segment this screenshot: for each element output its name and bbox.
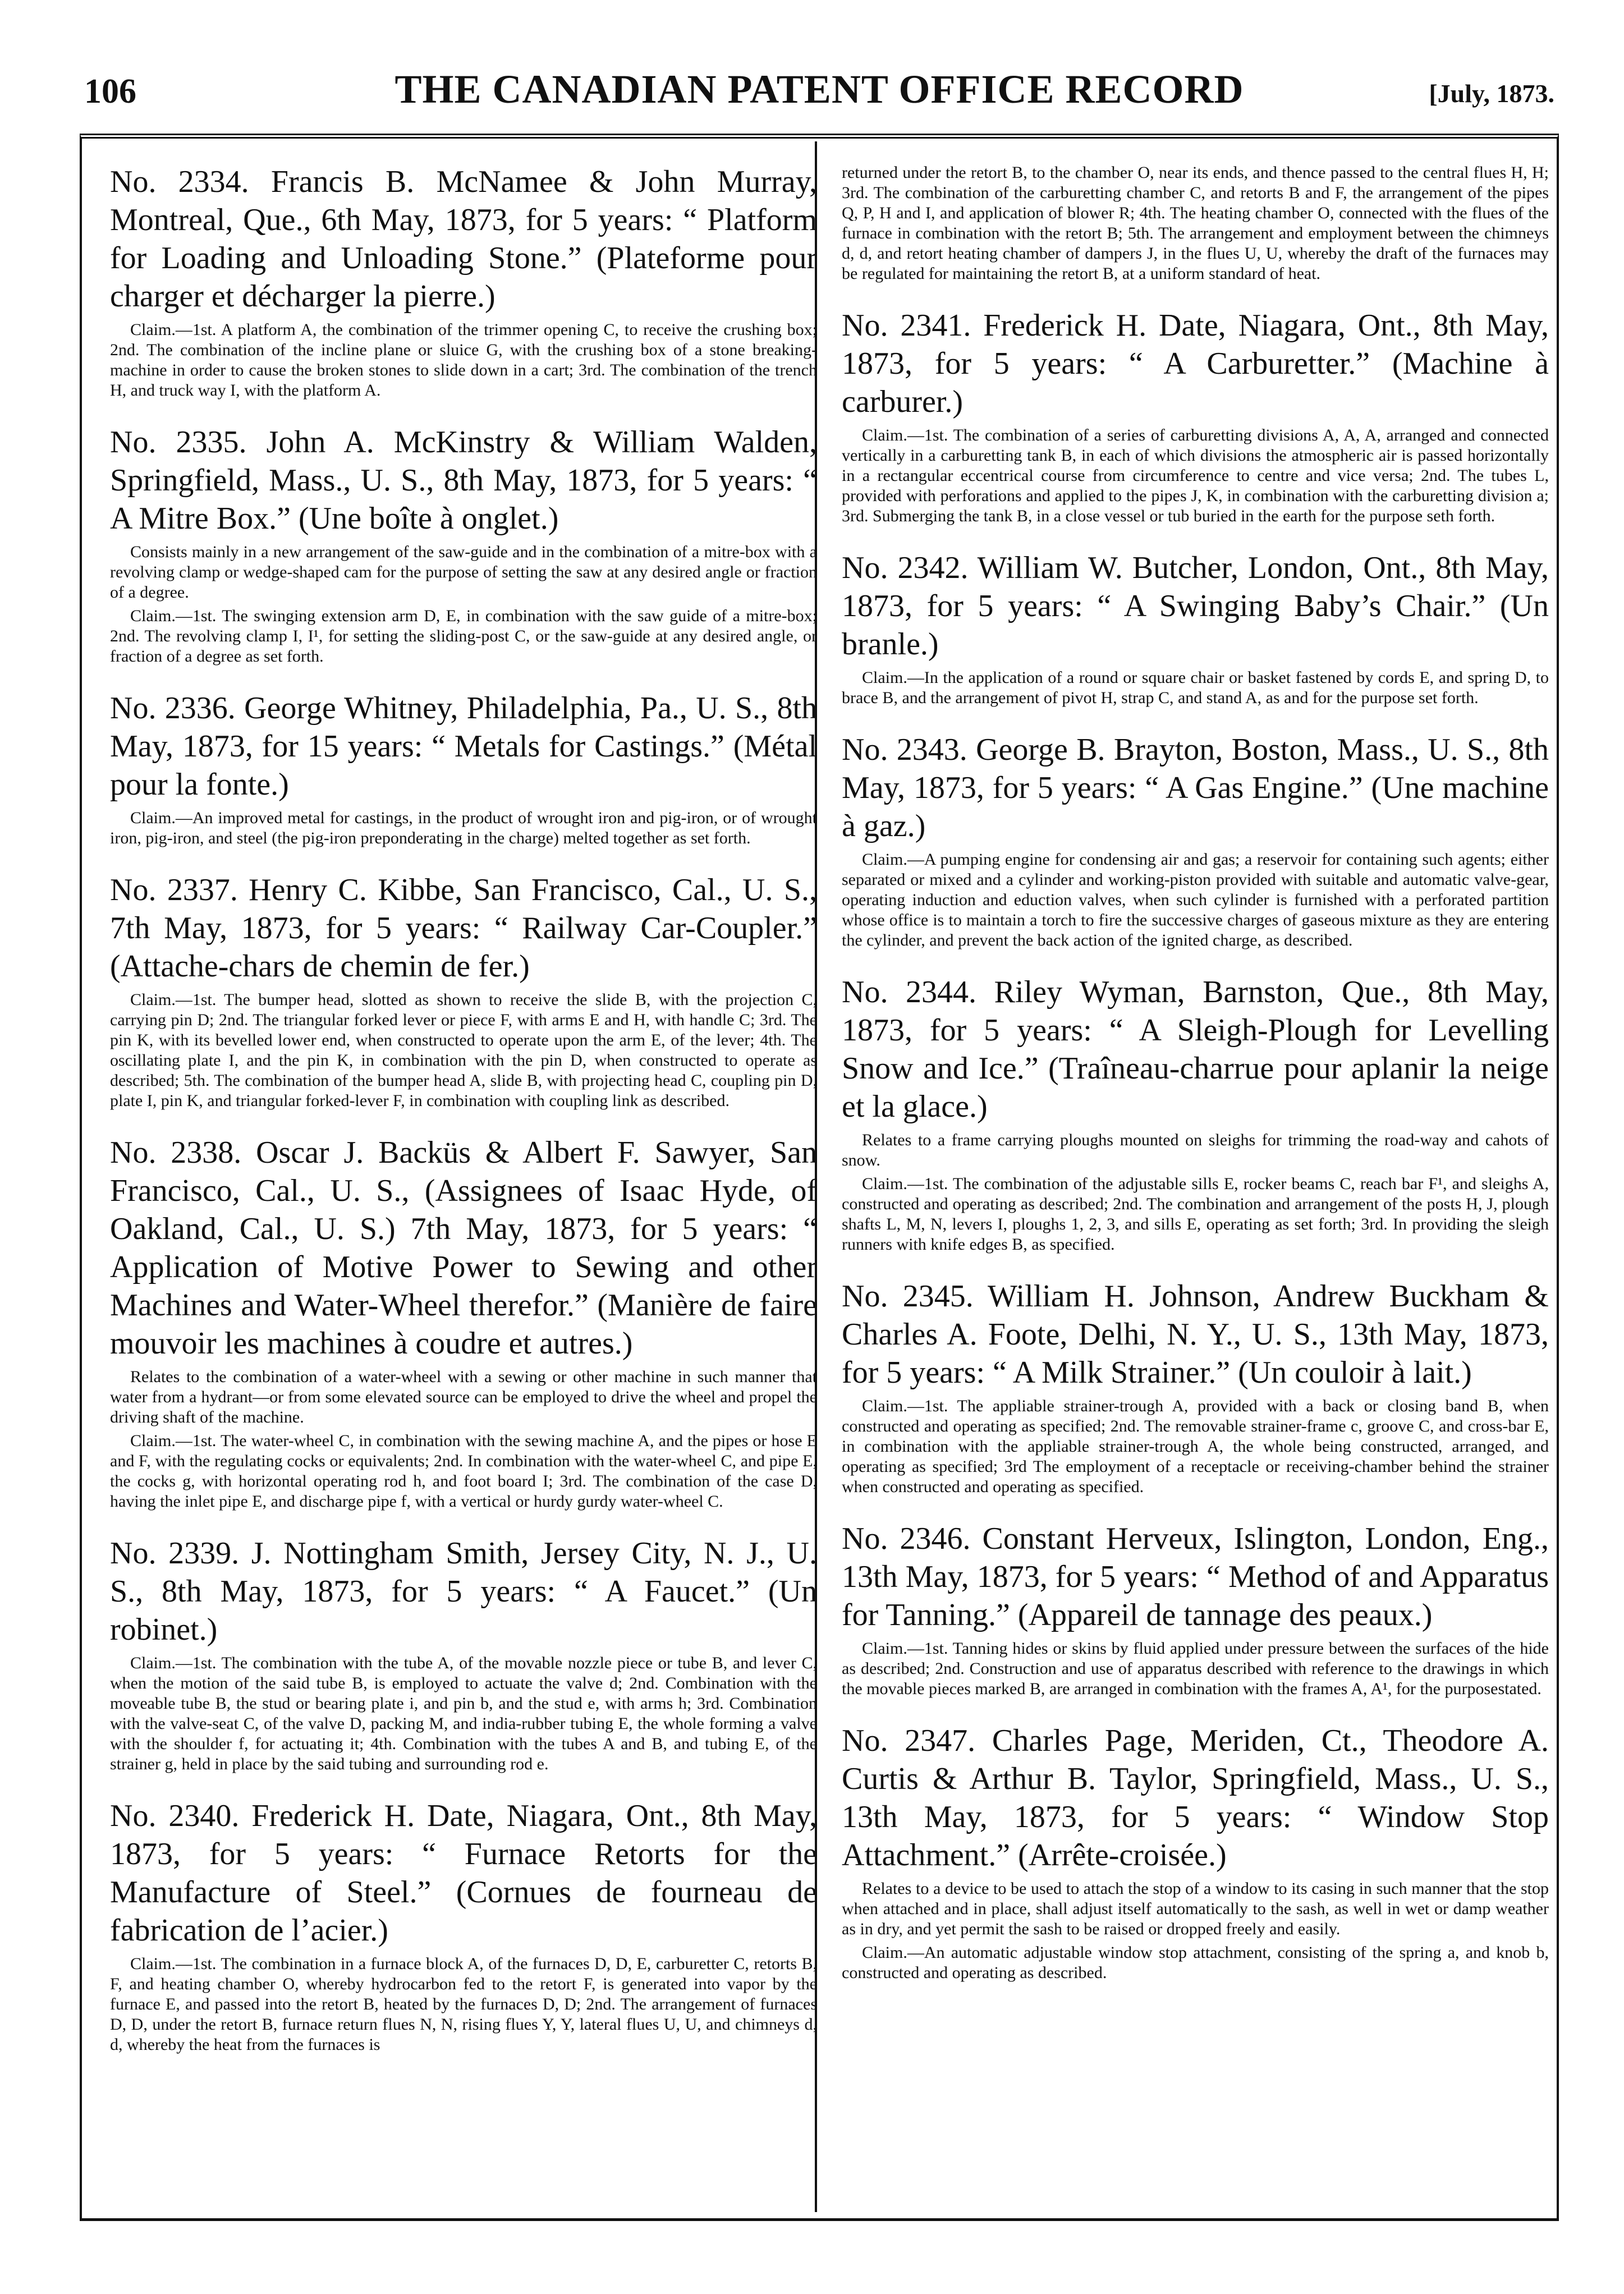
patent-claim-text: Claim.—1st. The combination of a series of carburetting divisions A, A, A, arranged and connected vertically in a carburetting tank B, in each of which divisions the atmospheric air is passed horizontally in a rectangular eccentrical course from circumference to centre and vice versa; 2nd. The tubes L, provided with perforations and applied to the pipes J, K, in combination with the carburetting division a; 3rd. Submerging the tank B, in a close vessel or tub buried in the earth for the purpose seth forth. <box>842 426 1549 525</box>
patent-entry <box>842 973 1549 1255</box>
patent-entry <box>842 731 1549 951</box>
patent-heading: No. 2341. Frederick H. Date, Niagara, Ont., 8th May, 1873, for 5 years: “ A Carburetter.” (Machine à carburer.) <box>842 308 1549 419</box>
patent-heading: No. 2340. Frederick H. Date, Niagara, Ont., 8th May, 1873, for 5 years: “ Furnace Retorts for the Manufacture of Steel.” (Cornues de fourneau de fabrication de l’acier.) <box>110 1799 817 1948</box>
patent-claim-text: Claim.—An improved metal for castings, in the product of wrought iron and pig-iron, or of wrought iron, pig-iron, and steel (the pig-iron preponderating in the charge) melted together as set forth. <box>110 809 817 847</box>
patent-claim-text: Claim.—1st. A platform A, the combination of the trimmer opening C, to receive the crushing box; 2nd. The combination of the incline plane or sluice G, with the crushing box of a stone breaking-machine in order to cause the broken stones to slide down in a cart; 3rd. The combination of the trench H, and truck way I, with the platform A. <box>110 320 817 400</box>
patent-entry <box>110 163 817 401</box>
patent-heading: No. 2345. William H. Johnson, Andrew Buckham & Charles A. Foote, Delhi, N. Y., U. S., 13th May, 1873, for 5 years: “ A Milk Strainer.” (Un couloir à lait.) <box>842 1279 1549 1390</box>
patent-entry <box>842 163 1549 284</box>
issue-date: [July, 1873. <box>1429 79 1554 108</box>
left-column <box>110 163 817 2077</box>
patent-claim-text: Consists mainly in a new arrangement of the saw-guide and in the combination of a mitre-box with a revolving clamp or wedge-shaped cam for the purpose of setting the saw at any desired angle or fraction of a degree. <box>110 543 817 602</box>
patent-heading: No. 2343. George B. Brayton, Boston, Mass., U. S., 8th May, 1873, for 5 years: “ A Gas Engine.” (Une machine à gaz.) <box>842 732 1549 843</box>
journal-title: THE CANADIAN PATENT OFFICE RECORD <box>394 67 1244 112</box>
patent-heading: No. 2339. J. Nottingham Smith, Jersey City, N. J., U. S., 8th May, 1873, for 5 years: “ A Faucet.” (Un robinet.) <box>110 1536 817 1647</box>
patent-claim-text: Relates to a frame carrying ploughs mounted on sleighs for trimming the road-way and cahots of snow. <box>842 1131 1549 1169</box>
patent-claim-text: Claim.—1st. The appliable strainer-trough A, provided with a back or closing band B, when constructed and operating as specified; 2nd. The removable strainer-frame c, groove C, and cross-bar E, in combination with the appliable strainer-trough A, the whole being constructed, arranged, and operating as specified; 3rd The employment of a receptacle or receiving-chamber behind the strainer when constructed and operating as specified. <box>842 1397 1549 1496</box>
patent-claim-text: Relates to the combination of a water-wheel with a sewing or other machine in such manner that water from a hydrant—or from some elevated source can be employed to drive the wheel and propel the driving shaft of the machine. <box>110 1368 817 1426</box>
patent-heading: No. 2344. Riley Wyman, Barnston, Que., 8th May, 1873, for 5 years: “ A Sleigh-Plough for Levelling Snow and Ice.” (Traîneau-charrue pour aplanir la neige et la glace.) <box>842 975 1549 1124</box>
patent-claim-text: Claim.—A pumping engine for condensing air and gas; a reservoir for containing such agents; either separated or mixed and a cylinder and working-piston provided with suitable and automatic valve-gear, operating induction and eduction valves, when such cylinder is furnished with a perforated partition whose office is to maintain a torch to fire the successive charges of gaseous mixture as they are entering the cylinder, and prevent the back action of the ignited charge, as described. <box>842 850 1549 949</box>
patent-claim-text: Claim.—An automatic adjustable window stop attachment, consisting of the spring a, and knob b, constructed and operating as described. <box>842 1943 1549 1982</box>
patent-claim-text: Relates to a device to be used to attach the stop of a window to its casing in such manner that the stop when attached and in place, shall adjust itself automatically to the sash, as well in wet or damp weather as in dry, and yet permit the sash to be raised or dropped freely and easily. <box>842 1879 1549 1938</box>
patent-claim-text: Claim.—1st. The bumper head, slotted as shown to receive the slide B, with the projection C, carrying pin D; 2nd. The triangular forked lever or piece F, with arms E and H, with handle C; 3rd. The pin K, with its bevelled lower end, when constructed to operate upon the arm E, of the lever; 4th. The oscillating plate I, and the pin K, in combination with the pin D, when constructed to operate as described; 5th. The combination of the bumper head A, slide B, with projecting head C, coupling pin D, plate I, pin K, and triangular forked-lever F, in combination with coupling link as described. <box>110 990 817 1110</box>
patent-claim-text: Claim.—1st. The water-wheel C, in combination with the sewing machine A, and the pipes or hose E and F, with the regulating cocks or equivalents; 2nd. In combination with the water-wheel C, and pipe E, the cocks g, with horizontal operating rod h, and foot board I; 3rd. The combination of the case D, having the inlet pipe E, and discharge pipe f, with a vertical or hurdy gurdy water-wheel C. <box>110 1432 817 1511</box>
patent-claim-text: returned under the retort B, to the chamber O, near its ends, and thence passed to the central flues H, H; 3rd. The combination of the carburetting chamber C, and retorts B and F, the arrangement of the pipes Q, P, H and I, and application of blower R; 4th. The heating chamber O, connected with the flues of the furnace in combination with the retort B; 5th. The arrangement and employment between the chimneys d, d, and retort heating chamber of dampers J, in the flues U, U, whereby the draft of the furnaces may be regulated for maintaining the retort B, at a uniform standard of heat. <box>842 163 1549 283</box>
patent-entry <box>110 871 817 1111</box>
patent-heading: No. 2337. Henry C. Kibbe, San Francisco, Cal., U. S., 7th May, 1873, for 5 years: “ Railway Car-Coupler.” (Attache-chars de chemin de fer.) <box>110 873 817 984</box>
right-column <box>842 163 1549 2006</box>
patent-claim-text: Claim.—1st. The combination of the adjustable sills E, rocker beams C, reach bar F¹, and sleighs A, constructed and operating as described; 2nd. The combination and arrangement of the posts H, J, plough shafts L, M, N, levers I, ploughs 1, 2, 3, and sills E, operating as set forth; 3rd. In providing the sleigh runners with knife edges B, as specified. <box>842 1174 1549 1254</box>
patent-entry <box>842 1520 1549 1699</box>
patent-heading: No. 2335. John A. McKinstry & William Walden, Springfield, Mass., U. S., 8th May, 1873, for 5 years: “ A Mitre Box.” (Une boîte à onglet.) <box>110 425 817 536</box>
patent-claim-text: Claim.—1st. The combination with the tube A, of the movable nozzle piece or tube B, and lever C, when the motion of the said tube B, is employed to actuate the valve d; 2nd. Combination with the moveable tube B, the stud or bearing plate i, and pin b, and the stud e, with arms h; 3rd. Combination with the valve-seat C, of the valve D, packing M, and india-rubber tubing E, the whole forming a valve with the shoulder f, for actuating it; 4th. Combination with the tubes A and B, and tubing E, of the strainer g, held in place by the said tubing and surrounding rod e. <box>110 1654 817 1773</box>
patent-claim-text: Claim.—In the application of a round or square chair or basket fastened by cords E, and spring D, to brace B, and the arrangement of pivot H, strap C, and stand A, as and for the purpose set forth. <box>842 668 1549 707</box>
patent-entry <box>842 549 1549 708</box>
patent-entry <box>110 689 817 848</box>
patent-entry <box>842 306 1549 526</box>
page-number: 106 <box>84 72 136 111</box>
patent-claim-text: Claim.—1st. Tanning hides or skins by fluid applied under pressure between the surfaces of the hide as described; 2nd. Construction and use of apparatus described with reference to the drawings in which the movable pieces marked B, are arranged in combination with the frames A, A¹, for the purposestated. <box>842 1639 1549 1698</box>
page-header <box>84 66 1554 134</box>
patent-heading: No. 2346. Constant Herveux, Islington, London, Eng., 13th May, 1873, for 5 years: “ Method of and Apparatus for Tanning.” (Appareil de tannage des peaux.) <box>842 1521 1549 1632</box>
patent-heading: No. 2334. Francis B. McNamee & John Murray, Montreal, Que., 6th May, 1873, for 5 years: “ Platform for Loading and Unloading Stone.” (Plateforme pour charger et décharger la pierre.) <box>110 164 817 314</box>
patent-heading: No. 2347. Charles Page, Meriden, Ct., Theodore A. Curtis & Arthur B. Taylor, Springfield, Mass., U. S., 13th May, 1873, for 5 years: “ Window Stop Attachment.” (Arrête-croisée.) <box>842 1723 1549 1873</box>
patent-entry <box>842 1277 1549 1497</box>
patent-entry <box>110 1797 817 2055</box>
patent-heading: No. 2338. Oscar J. Backüs & Albert F. Sawyer, San Francisco, Cal., U. S., (Assignees of Isaac Hyde, of Oakland, Cal., U. S.) 7th May, 1873, for 5 years: “ Application of Motive Power to Sewing and other Machines and Water-Wheel therefor.” (Manière de faire mouvoir les machines à coudre et autres.) <box>110 1135 817 1361</box>
patent-claim-text: Claim.—1st. The combination in a furnace block A, of the furnaces D, D, E, carburetter C, retorts B, F, and heating chamber O, whereby hydrocarbon fed to the retort F, is generated into vapor by the furnace E, and passed into the retort B, heated by the furnaces D, D; 2nd. The arrangement of furnaces D, D, under the retort B, furnace return flues N, N, rising flues Y, Y, lateral flues U, U, and chimneys d, d, whereby the heat from the furnaces is <box>110 1955 817 2054</box>
patent-heading: No. 2336. George Whitney, Philadelphia, Pa., U. S., 8th May, 1873, for 15 years: “ Metals for Castings.” (Métal pour la fonte.) <box>110 691 817 802</box>
patent-entry <box>110 423 817 667</box>
patent-entry <box>110 1534 817 1774</box>
patent-entry <box>842 1722 1549 1983</box>
patent-heading: No. 2342. William W. Butcher, London, Ont., 8th May, 1873, for 5 years: “ A Swinging Baby’s Chair.” (Un branle.) <box>842 550 1549 662</box>
patent-entry <box>110 1134 817 1512</box>
patent-claim-text: Claim.—1st. The swinging extension arm D, E, in combination with the saw guide of a mitre-box; 2nd. The revolving clamp I, I¹, for setting the sliding-post C, or the saw-guide at any desired angle, or fraction of a degree as set forth. <box>110 607 817 666</box>
